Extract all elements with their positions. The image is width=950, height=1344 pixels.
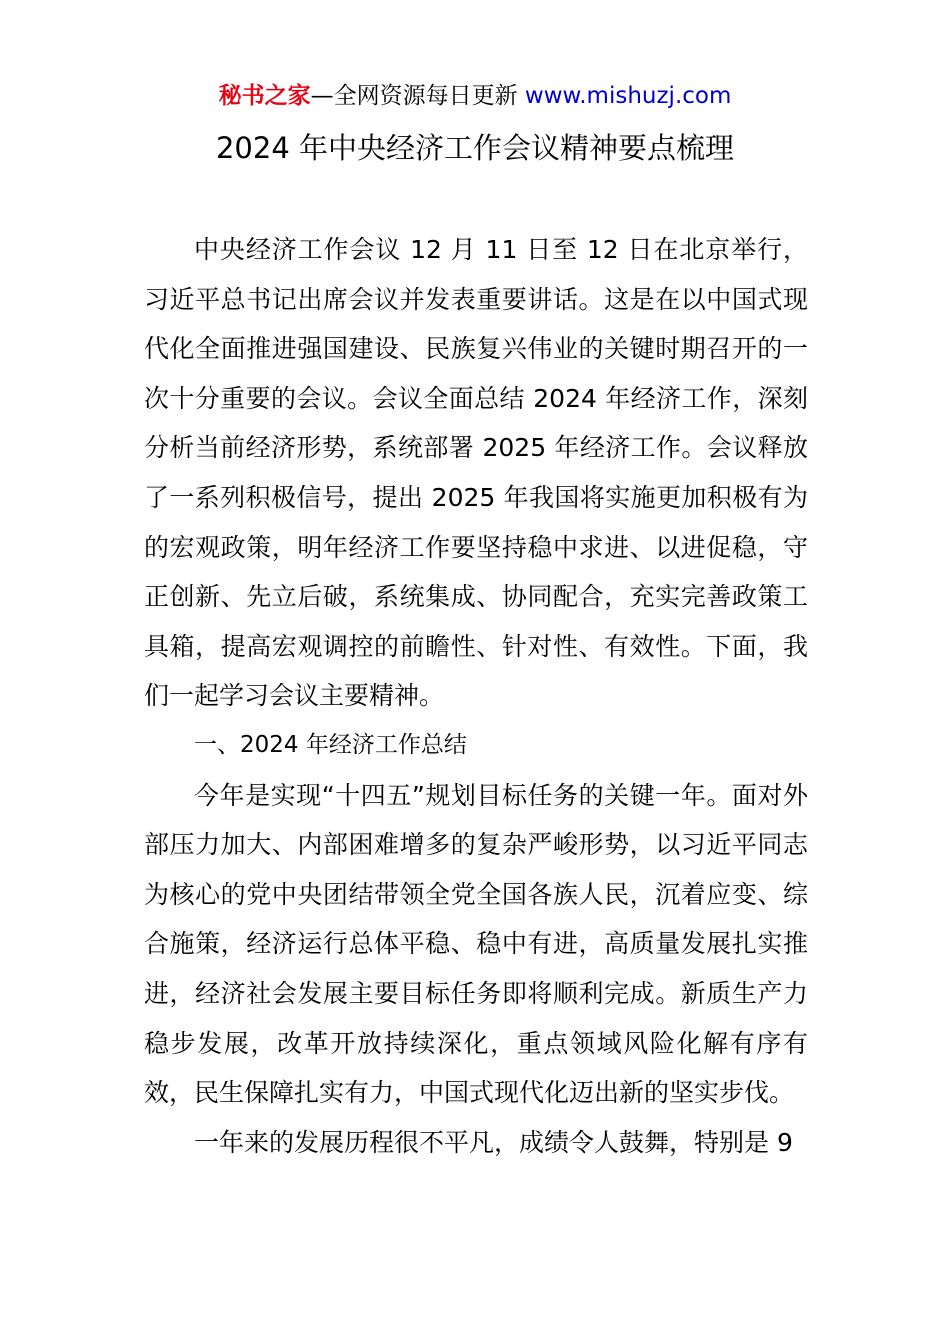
document-body (144, 225, 808, 1167)
section-1-paragraph-1: 今年是实现“十四五”规划目标任务的关键一年。面对外部压力加大、内部困难增多的复杂严峻形势，以习近平同志为核心的党中央团结带领全党全国各族人民，沉着应变、综合施策，经济运行总体平稳、稳中有进，高质量发展扎实推进，经济社会发展主要目标任务即将顺利完成。新质生产力稳步发展，改革开放持续深化，重点领域风险化解有序有效，民生保障扎实有力，中国式现代化迈出新的坚实步伐。 (144, 780, 808, 1108)
site-brand: 秘书之家 (218, 83, 311, 109)
section-heading-1: 一、2024 年经济工作总结 (194, 731, 467, 758)
document-title: 2024 年中央经济工作会议精神要点梳理 (215, 131, 735, 165)
site-banner (0, 80, 950, 112)
section-1-paragraph-2: 一年来的发展历程很不平凡，成绩令人鼓舞，特别是 9 (194, 1127, 793, 1157)
site-tagline: —全网资源每日更新 (310, 83, 525, 109)
intro-paragraph: 中央经济工作会议 12 月 11 日至 12 日在北京举行，习近平总书记出席会议并发表重要讲话。这是在以中国式现代化全面推进强国建设、民族复兴伟业的关键时期召开的一次十分重要的会议。会议全面总结 2024 年经济工作，深刻分析当前经济形势，系统部署 2025 年经济工作。会议释放了一系列积极信号，提出 2025 年我国将实施更加积极有为的宏观政策，明年经济工作要坚持稳中求进、以进促稳，守正创新、先立后破，系统集成、协同配合，充实完善政策工具箱，提高宏观调控的前瞻性、针对性、有效性。下面，我们一起学习会议主要精神。 (144, 235, 808, 711)
site-url-link[interactable]: www.mishuzj.com (524, 83, 732, 109)
